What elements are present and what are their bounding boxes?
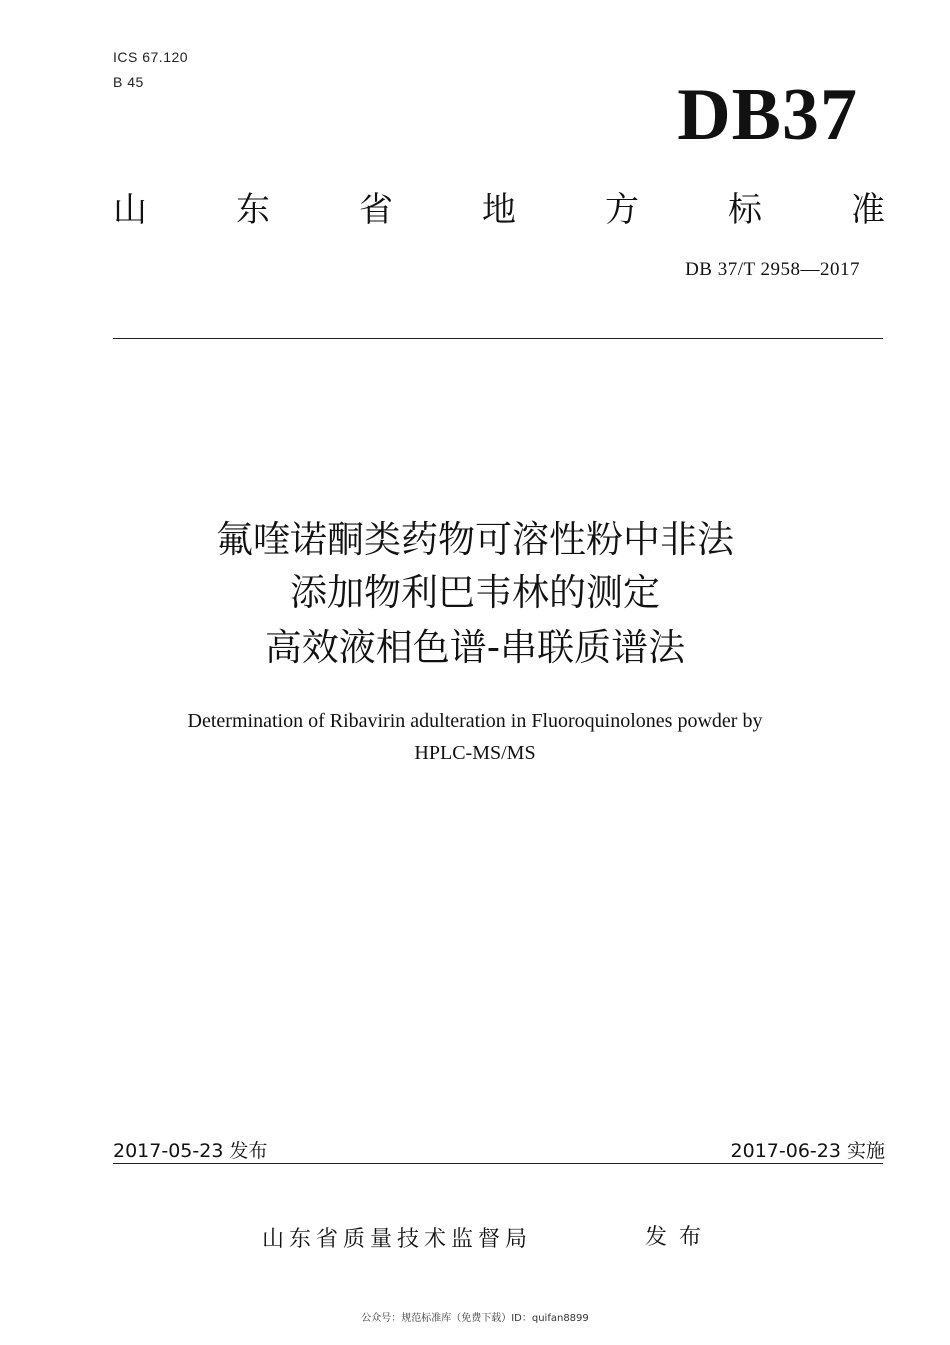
classification-code: B 45 xyxy=(113,74,144,90)
standard-number: DB 37/T 2958—2017 xyxy=(685,259,860,280)
standard-type-char: 省 xyxy=(359,190,393,230)
standard-type xyxy=(113,186,885,234)
standard-type-char: 准 xyxy=(851,190,885,230)
ics-code: ICS 67.120 xyxy=(113,49,189,65)
issue-date: 2017-05-23 发布 xyxy=(113,1140,268,1162)
title-en-line-2: HPLC-MS/MS xyxy=(414,742,536,764)
implementation-date: 2017-06-23 实施 xyxy=(730,1140,885,1162)
standard-type-char: 方 xyxy=(605,190,639,230)
standard-type-char: 东 xyxy=(236,190,270,230)
issuer-action: 发布 xyxy=(645,1225,714,1250)
title-cn-line-1: 氟喹诺酮类药物可溶性粉中非法 xyxy=(216,518,734,561)
top-divider xyxy=(113,338,883,339)
bottom-divider xyxy=(113,1163,883,1164)
watermark-text: 公众号：规范标准库（免费下载）ID：quifan8899 xyxy=(361,1313,589,1324)
title-cn-line-3: 高效液相色谱-串联质谱法 xyxy=(264,626,686,669)
db-code-logo: DB37 xyxy=(677,74,858,156)
standard-type-char: 标 xyxy=(728,190,762,230)
title-en-line-1: Determination of Ribavirin adulteration in Fluoroquinolones powder by xyxy=(187,710,763,732)
standard-type-char: 山 xyxy=(113,190,147,230)
title-cn-line-2: 添加物利巴韦林的测定 xyxy=(290,571,660,614)
standard-type-char: 地 xyxy=(482,190,516,230)
issuer-name: 山东省质量技术监督局 xyxy=(262,1227,533,1252)
